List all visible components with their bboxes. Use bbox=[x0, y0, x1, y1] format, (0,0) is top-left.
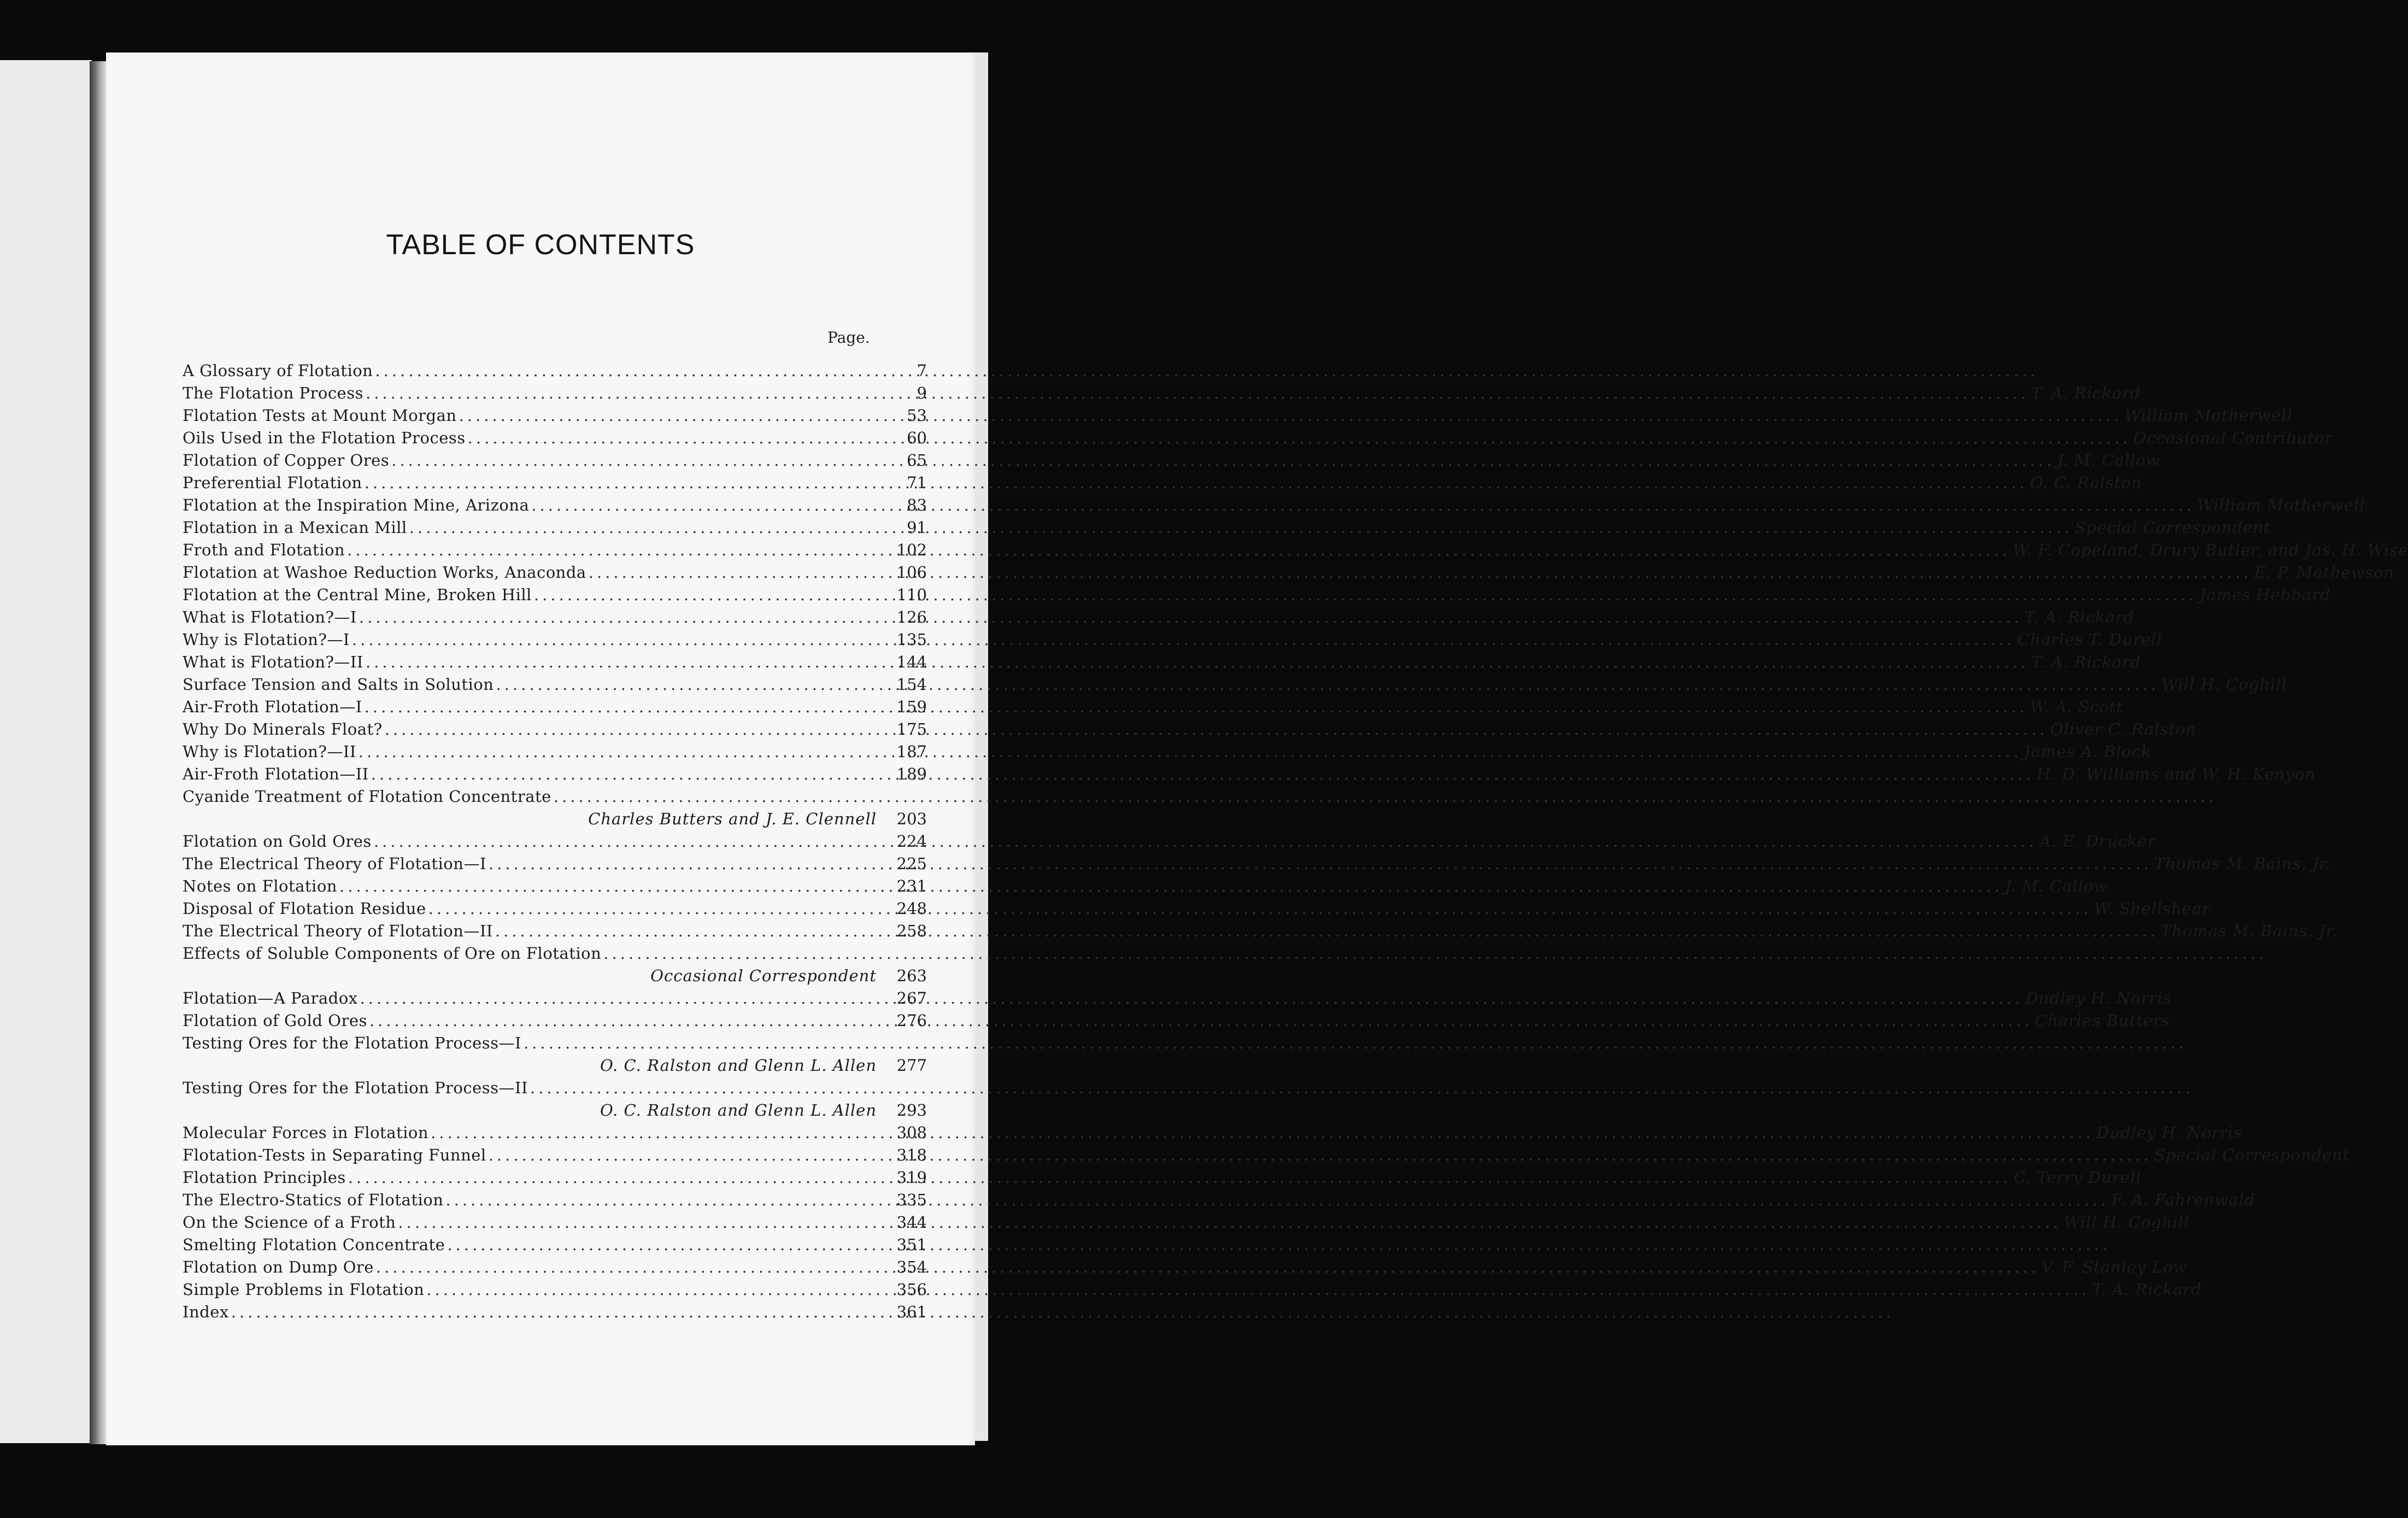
entry-page-number: 344 bbox=[896, 1213, 927, 1232]
entry-author: Dudley H. Norris bbox=[2025, 989, 2172, 1007]
entry-author: Thomas M. Bains, Jr. bbox=[2154, 854, 2331, 873]
entry-page-number: 65 bbox=[907, 451, 927, 470]
dot-leader bbox=[367, 1010, 2035, 1032]
entry-title: Flotation of Gold Ores bbox=[183, 1011, 367, 1030]
entry-title: Flotation on Gold Ores bbox=[183, 832, 372, 851]
entry-author: Oliver C. Ralston bbox=[2050, 720, 2196, 739]
dot-leader bbox=[357, 606, 2025, 629]
toc-entry bbox=[183, 584, 2331, 606]
toc-entry bbox=[183, 718, 2196, 741]
facing-page-edge bbox=[0, 60, 92, 1443]
entry-title: Oils Used in the Flotation Process bbox=[183, 429, 466, 447]
toc-entry bbox=[183, 517, 2271, 539]
toc-entry bbox=[183, 696, 2123, 718]
dot-leader bbox=[389, 449, 2057, 472]
toc-entry bbox=[183, 987, 2172, 1010]
entry-page-number: 263 bbox=[896, 966, 927, 985]
toc-entry bbox=[183, 1167, 2142, 1189]
dot-leader bbox=[345, 539, 2013, 561]
entry-page-number: 83 bbox=[907, 496, 927, 514]
toc-entry bbox=[183, 786, 927, 830]
entry-page-number: 258 bbox=[896, 922, 927, 940]
toc-entry bbox=[183, 405, 2293, 427]
toc-entry bbox=[183, 382, 2141, 405]
toc-entry bbox=[183, 427, 2333, 449]
entry-title: Flotation Tests at Mount Morgan bbox=[183, 406, 457, 425]
entry-title: Flotation—A Paradox bbox=[183, 989, 358, 1007]
entry-title: Surface Tension and Salts in Solution bbox=[183, 675, 494, 694]
toc-entry bbox=[183, 853, 2331, 875]
toc-entry bbox=[183, 539, 2408, 561]
toc-entry bbox=[183, 1077, 927, 1122]
entry-author: T. A. Rickard bbox=[2024, 608, 2135, 626]
entry-page-number: 225 bbox=[896, 854, 927, 873]
toc-entry bbox=[183, 651, 2141, 673]
entry-title: Flotation Principles bbox=[183, 1168, 346, 1187]
entry-page-number: 308 bbox=[896, 1123, 927, 1142]
page-column-label: Page. bbox=[827, 329, 870, 347]
entry-title: What is Flotation?—II bbox=[183, 653, 363, 671]
entry-page-number: 175 bbox=[896, 720, 927, 739]
toc-entry bbox=[183, 673, 2287, 696]
entry-page-number: 319 bbox=[896, 1168, 927, 1187]
entry-author: E. P. Mathewson bbox=[2254, 563, 2395, 582]
entry-page-number: 335 bbox=[896, 1191, 927, 1209]
entry-page-number: 9 bbox=[917, 384, 927, 402]
dot-leader bbox=[396, 1211, 2064, 1234]
entry-title: Flotation-Tests in Separating Funnel bbox=[183, 1146, 486, 1164]
entry-page-number: 71 bbox=[907, 473, 927, 492]
entry-page-number: 60 bbox=[907, 429, 927, 447]
toc-entry bbox=[183, 1301, 927, 1323]
entry-author: W. Shellshear bbox=[2094, 899, 2210, 918]
dot-leader bbox=[363, 651, 2031, 673]
entry-page-number: 102 bbox=[896, 541, 927, 559]
entry-page-number: 356 bbox=[896, 1280, 927, 1299]
entry-title: The Flotation Process bbox=[183, 384, 363, 402]
toc-entry bbox=[183, 1122, 2242, 1144]
dot-leader bbox=[369, 763, 2037, 786]
dot-leader bbox=[372, 830, 2040, 853]
entry-author: Dudley H. Norris bbox=[2096, 1123, 2242, 1142]
dot-leader bbox=[362, 472, 2030, 494]
entry-author: T. A. Rickard bbox=[2092, 1280, 2202, 1299]
entry-page-number: 154 bbox=[896, 675, 927, 694]
dot-leader bbox=[586, 561, 2254, 584]
entry-author: O. C. Ralston and Glenn L. Allen bbox=[600, 1101, 877, 1120]
entry-page-number: 361 bbox=[896, 1303, 927, 1321]
entry-title: Preferential Flotation bbox=[183, 473, 362, 492]
entry-title: Flotation at the Inspiration Mine, Arizona bbox=[183, 496, 530, 514]
toc-entry bbox=[183, 898, 2210, 920]
entry-title: Testing Ores for the Flotation Process—II bbox=[183, 1079, 528, 1097]
entry-author: W. A. Scott bbox=[2030, 698, 2123, 716]
entry-page-number: 144 bbox=[896, 653, 927, 671]
dot-leader bbox=[350, 629, 2018, 651]
toc-entry bbox=[183, 561, 2395, 584]
entry-title: Why is Flotation?—I bbox=[183, 630, 350, 649]
toc-entry bbox=[183, 1010, 2170, 1032]
entry-author: William Motherwell bbox=[2196, 496, 2365, 514]
entry-author: Special Correspondent bbox=[2154, 1146, 2350, 1164]
entry-page-number: 7 bbox=[917, 361, 927, 380]
toc-entry bbox=[183, 1234, 927, 1256]
toc-entry bbox=[183, 360, 927, 382]
entry-title: A Glossary of Flotation bbox=[183, 361, 373, 380]
entry-title: Smelting Flotation Concentrate bbox=[183, 1235, 445, 1254]
toc-entry bbox=[183, 1256, 2188, 1279]
entry-page-number: 110 bbox=[896, 585, 927, 604]
dot-leader bbox=[229, 1301, 1897, 1323]
dot-leader bbox=[407, 517, 2075, 539]
entry-page-number: 126 bbox=[896, 608, 927, 626]
dot-leader bbox=[383, 718, 2051, 741]
toc-entry bbox=[183, 1279, 2202, 1301]
entry-title: Cyanide Treatment of Flotation Concentrate bbox=[183, 787, 551, 806]
entry-author: F. A. Fahrenwald bbox=[2111, 1191, 2256, 1209]
dot-leader bbox=[551, 786, 2219, 808]
entry-author: J. M. Callow bbox=[2057, 451, 2160, 470]
entry-page-number: 187 bbox=[896, 742, 927, 761]
entry-page-number: 189 bbox=[896, 765, 927, 783]
toc-entry bbox=[183, 449, 2160, 472]
dot-leader bbox=[486, 1144, 2154, 1167]
entry-title: The Electro-Statics of Flotation bbox=[183, 1191, 444, 1209]
entry-author: T. A. Rickard bbox=[2031, 653, 2141, 671]
entry-page-number: 318 bbox=[896, 1146, 927, 1164]
dot-leader bbox=[529, 494, 2197, 517]
dot-leader bbox=[601, 942, 2269, 965]
entry-title: Why is Flotation?—II bbox=[183, 742, 356, 761]
toc-entry bbox=[183, 741, 2152, 763]
entry-title: The Electrical Theory of Flotation—I bbox=[183, 854, 486, 873]
book-page bbox=[106, 52, 2408, 1445]
entry-title: Effects of Soluble Components of Ore on Flotation bbox=[183, 944, 602, 963]
entry-title: Air-Froth Flotation—II bbox=[183, 765, 369, 783]
entry-title: Disposal of Flotation Residue bbox=[183, 899, 426, 918]
entry-author: Charles Butters bbox=[2035, 1011, 2170, 1030]
toc-entry bbox=[183, 830, 2156, 853]
entry-title: Air-Froth Flotation—I bbox=[183, 698, 362, 716]
entry-page-number: 351 bbox=[896, 1235, 927, 1254]
dot-leader bbox=[374, 1256, 2042, 1279]
toc-entry bbox=[183, 629, 2163, 651]
entry-author: Thomas M. Bains, Jr. bbox=[2160, 922, 2338, 940]
entry-page-number: 203 bbox=[896, 810, 927, 828]
dot-leader bbox=[445, 1234, 2113, 1256]
dot-leader bbox=[486, 853, 2154, 875]
entry-title: Testing Ores for the Flotation Process—I bbox=[183, 1034, 521, 1052]
entry-title: What is Flotation?—I bbox=[183, 608, 357, 626]
toc-entry bbox=[183, 920, 2338, 942]
entry-page-number: 231 bbox=[896, 877, 927, 895]
toc-entry bbox=[183, 875, 2108, 898]
entry-page-number: 354 bbox=[896, 1258, 927, 1276]
entry-title: Flotation at Washoe Reduction Works, Anaconda bbox=[183, 563, 586, 582]
entry-author: James A. Block bbox=[2024, 742, 2152, 761]
dot-leader bbox=[428, 1122, 2096, 1144]
entry-title: Why Do Minerals Float? bbox=[183, 720, 383, 739]
entry-author: O. C. Ralston and Glenn L. Allen bbox=[600, 1056, 877, 1075]
entry-title: Flotation at the Central Mine, Broken Hill bbox=[183, 585, 532, 604]
entry-page-number: 277 bbox=[896, 1056, 927, 1075]
entry-author: H. D. Williams and W. H. Kenyon bbox=[2036, 765, 2316, 783]
entry-author: Will H. Coghill bbox=[2162, 675, 2287, 694]
toc-entry bbox=[183, 1032, 927, 1077]
entry-title: Flotation in a Mexican Mill bbox=[183, 518, 407, 537]
dot-leader bbox=[362, 696, 2030, 718]
entry-title: On the Science of a Froth bbox=[183, 1213, 396, 1232]
entry-author: W. F. Copeland, Drury Butler, and Jas. H. Wise bbox=[2012, 541, 2408, 559]
entry-title: Notes on Flotation bbox=[183, 877, 337, 895]
entry-page-number: 276 bbox=[896, 1011, 927, 1030]
toc-entry bbox=[183, 606, 2135, 629]
toc-entry bbox=[183, 942, 927, 987]
entry-author: William Motherwell bbox=[2124, 406, 2293, 425]
entry-author: Occasional Contributor bbox=[2133, 429, 2333, 447]
dot-leader bbox=[532, 584, 2200, 606]
entry-author: Charles T. Durell bbox=[2017, 630, 2163, 649]
entry-page-number: 91 bbox=[907, 518, 927, 537]
entry-author: Special Correspondent bbox=[2075, 518, 2271, 537]
entry-title: Flotation of Copper Ores bbox=[183, 451, 390, 470]
toc-entry bbox=[183, 472, 2142, 494]
entry-title: Molecular Forces in Flotation bbox=[183, 1123, 429, 1142]
dot-leader bbox=[363, 382, 2031, 405]
entry-page-number: 267 bbox=[896, 989, 927, 1007]
dot-leader bbox=[528, 1077, 2196, 1099]
entry-author: O. C. Ralston bbox=[2030, 473, 2142, 492]
entry-author: V. F. Stanley Low bbox=[2041, 1258, 2188, 1276]
dot-leader bbox=[457, 405, 2125, 427]
dot-leader bbox=[494, 673, 2162, 696]
entry-title: Froth and Flotation bbox=[183, 541, 345, 559]
dot-leader bbox=[424, 1279, 2092, 1301]
entry-author: James Hebbard bbox=[2199, 585, 2331, 604]
toc-entry bbox=[183, 1189, 2256, 1211]
entry-author: Occasional Correspondent bbox=[650, 966, 877, 985]
dot-leader bbox=[443, 1189, 2111, 1211]
entry-author: Will H. Coghill bbox=[2064, 1213, 2189, 1232]
toc-entry bbox=[183, 494, 2365, 517]
entry-author: J. M. Callow bbox=[2005, 877, 2108, 895]
entry-author: C. Terry Durell bbox=[2013, 1168, 2142, 1187]
dot-leader bbox=[466, 427, 2134, 449]
entry-page-number: 224 bbox=[896, 832, 927, 851]
toc-list bbox=[183, 360, 2408, 1323]
page-title: TABLE OF CONTENTS bbox=[386, 229, 695, 261]
toc-entry bbox=[183, 1211, 2189, 1234]
entry-author: T. A. Rickard bbox=[2031, 384, 2141, 402]
dot-leader bbox=[493, 920, 2161, 942]
toc-entry bbox=[183, 1144, 2350, 1167]
dot-leader bbox=[373, 360, 2041, 382]
dot-leader bbox=[358, 987, 2026, 1010]
dot-leader bbox=[346, 1167, 2014, 1189]
entry-title: Simple Problems in Flotation bbox=[183, 1280, 425, 1299]
entry-page-number: 53 bbox=[907, 406, 927, 425]
entry-page-number: 106 bbox=[896, 563, 927, 582]
book-gutter bbox=[90, 61, 106, 1444]
toc-entry bbox=[183, 763, 2316, 786]
dot-leader bbox=[426, 898, 2094, 920]
entry-author: Charles Butters and J. E. Clennell bbox=[588, 810, 877, 828]
dot-leader bbox=[337, 875, 2005, 898]
entry-author: A. E. Drucker bbox=[2039, 832, 2156, 851]
entry-title: The Electrical Theory of Flotation—II bbox=[183, 922, 493, 940]
dot-leader bbox=[521, 1032, 2189, 1054]
entry-title: Flotation on Dump Ore bbox=[183, 1258, 374, 1276]
dot-leader bbox=[356, 741, 2024, 763]
entry-page-number: 293 bbox=[896, 1101, 927, 1120]
entry-page-number: 159 bbox=[896, 698, 927, 716]
entry-page-number: 135 bbox=[896, 630, 927, 649]
entry-title: Index bbox=[183, 1303, 229, 1321]
entry-page-number: 248 bbox=[896, 899, 927, 918]
